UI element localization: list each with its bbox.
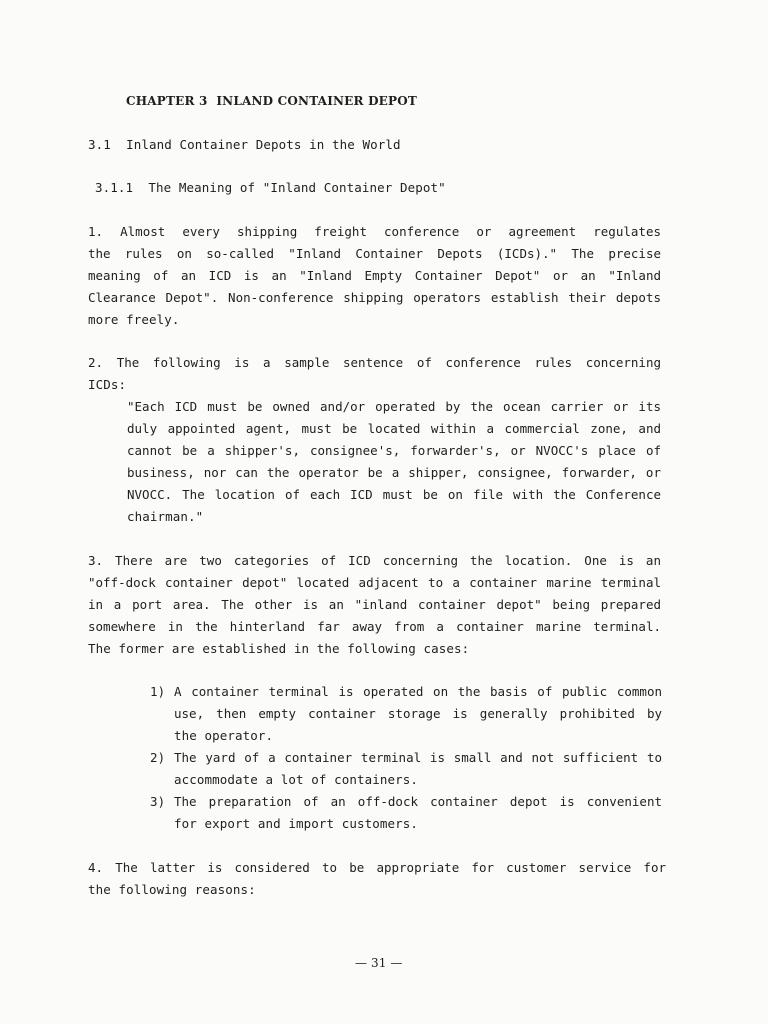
quote-line2: duly appointed agent, must be located within a commercial zone, and: [127, 421, 661, 436]
para1-line3: meaning of an ICD is an "Inland Empty Container Depot" or an "Inland: [88, 268, 661, 283]
para1-line5: more freely.: [88, 312, 180, 327]
quote-line3: cannot be a shipper's, consignee's, forwarder's, or NVOCC's place of: [127, 443, 661, 458]
quote-line6: chairman.": [127, 509, 204, 524]
para4-line2: the following reasons:: [88, 882, 256, 897]
para1-line1: 1. Almost every shipping freight conference or agreement regulates: [88, 224, 661, 239]
quote-line5: NVOCC. The location of each ICD must be on file with the Conference: [127, 487, 661, 502]
list-item-2-line1: The yard of a container terminal is small and not sufficient to: [174, 750, 662, 765]
quote-line1: "Each ICD must be owned and/or operated by the ocean carrier or its: [127, 399, 661, 414]
list-item-1-line3: the operator.: [174, 728, 274, 743]
para1-line2: the rules on so-called "Inland Container Depots (ICDs)." The precise: [88, 246, 661, 261]
list-item-3-number: 3): [150, 794, 166, 809]
list-item-1-line1: A container terminal is operated on the basis of public common: [174, 684, 662, 699]
para3-line5: The former are established in the following cases:: [88, 641, 470, 656]
para3-line2: "off-dock container depot" located adjacent to a container marine terminal: [88, 575, 661, 590]
para4-line1: 4. The latter is considered to be appropriate for customer service for: [88, 860, 666, 875]
quote-line4: business, nor can the operator be a shipper, consignee, forwarder, or: [127, 465, 661, 480]
list-item-2-line2: accommodate a lot of containers.: [174, 772, 419, 787]
list-item-3-line1: The preparation of an off-dock container depot is convenient: [174, 794, 662, 809]
page-number: — 31 —: [355, 956, 403, 970]
list-item-1-number: 1): [150, 684, 166, 699]
para3-line3: in a port area. The other is an "inland container depot" being prepared: [88, 597, 661, 612]
list-item-2-number: 2): [150, 750, 166, 765]
list-item-3-line2: for export and import customers.: [174, 816, 419, 831]
para2-line2: ICDs:: [88, 377, 127, 392]
subsection-title: 3.1.1 The Meaning of "Inland Container Depot": [95, 180, 446, 195]
chapter-title: CHAPTER 3 INLAND CONTAINER DEPOT: [126, 94, 418, 108]
list-item-1-line2: use, then empty container storage is generally prohibited by: [174, 706, 662, 721]
para2-line1: 2. The following is a sample sentence of conference rules concerning: [88, 355, 661, 370]
para3-line1: 3. There are two categories of ICD concerning the location. One is an: [88, 553, 661, 568]
para1-line4: Clearance Depot". Non-conference shipping operators establish their depots: [88, 290, 661, 305]
section-title: 3.1 Inland Container Depots in the World: [88, 137, 401, 152]
para3-line4: somewhere in the hinterland far away from a container marine terminal.: [88, 619, 661, 634]
